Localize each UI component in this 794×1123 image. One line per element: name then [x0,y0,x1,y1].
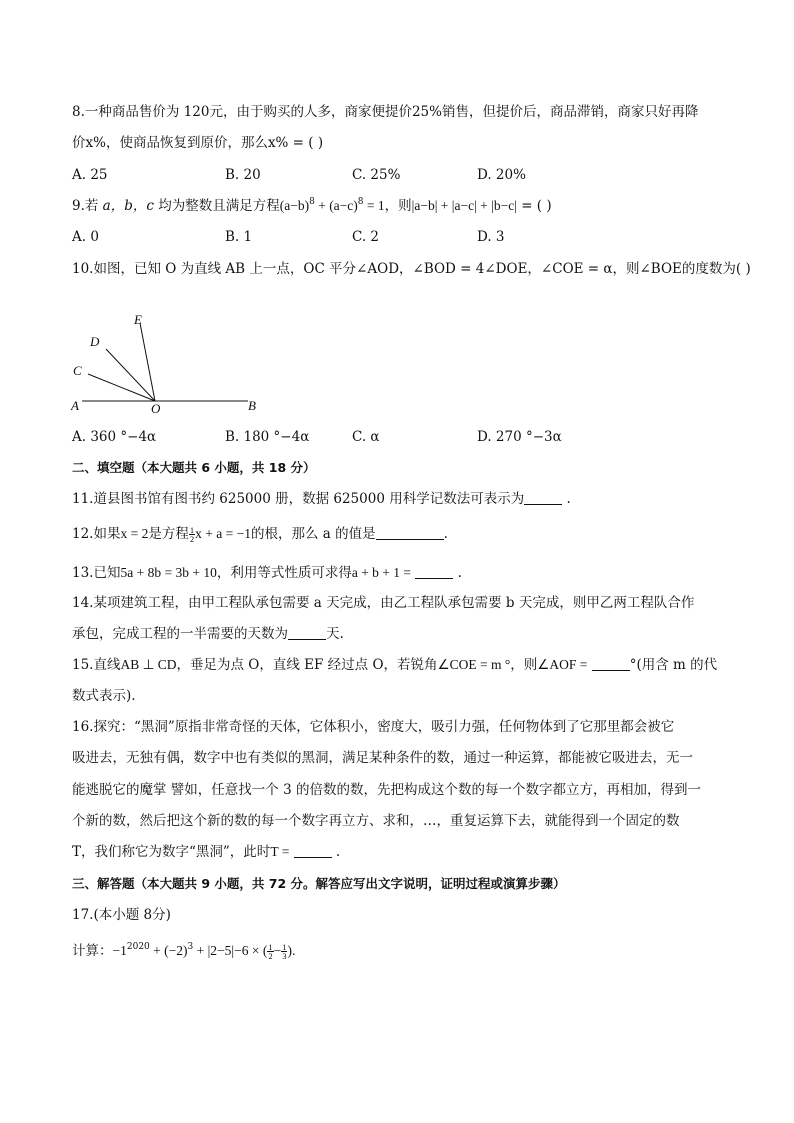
q12-eq2: x + a = −1 [195,526,251,541]
q14-line2 [72,625,344,643]
q9-vars: a，b，c [102,198,154,214]
q16-line5: T，我们称它为数字“黑洞”，此时T = . [72,844,341,860]
q13-blank[interactable] [415,565,453,579]
q15-eq3: ∠AOF = [537,657,588,672]
q14-line2a: 承包，完成工程的一半需要的天数为 [72,626,288,642]
label-e: E [134,312,142,327]
q16-blank[interactable] [294,844,332,858]
q8-option-b[interactable]: B. 20 [225,167,261,183]
q9-eq3: = 1，则 [363,198,412,213]
q9-eq4: |a−b| + |a−c| + |b−c| [411,198,517,213]
q15-tail: °(用含 m 的代 [629,657,718,673]
q17-t4: ). [287,943,296,958]
section-2-heading: 二、填空题（本大题共 6 小题，共 18 分） [72,460,316,475]
q17-exp2: 3 [187,942,194,952]
q13-pre: 13.已知 [72,565,121,581]
q9-line [72,197,552,215]
q8-option-c[interactable]: C. 25% [352,167,401,183]
q17-t2: + (−2) [149,943,188,958]
q14-line1: 14.某项建筑工程，由甲工程队承包需要 a 天完成，由乙工程队承包需要 b 天完成，则甲乙两工程队合作 [72,595,695,611]
q16-line5a: T，我们称它为数字“黑洞”，此时 [72,844,271,860]
q17-t1: −1 [112,943,127,958]
q9-option-b[interactable]: B. 1 [225,229,253,245]
label-o: O [151,401,161,416]
q11-line: 11.道县图书馆有图书约 625000 册，数据 625000 用科学记数法可表示为 . [72,491,571,507]
q17-frac1-num: 1 [268,942,273,952]
q16-line3: 能逃脱它的魔掌 譬如，任意找一个 3 的倍数的数，先把构成这个数的每一个数字都立方，再相加，得到一 [72,782,701,798]
q13-eq: 5a + 8b = 3b + 10 [120,565,217,580]
q13-eq2: a + b + 1 = [351,565,412,580]
q10-options [72,428,722,446]
q16-line4: 个新的数，然后把这个新的数的每一个数字再立方、求和，…，重复运算下去，就能得到一个固定的数 [72,813,680,829]
q15-blank[interactable] [592,657,630,671]
q17-frac2-num: 1 [282,942,287,952]
q9-exp1: 8 [309,197,315,207]
q10-text: 10.如图，已知 O 为直线 AB 上一点，OC 平分∠AOD，∠BOD = 4∠DOE，∠COE = α，则∠BOE的度数为( ) [72,261,751,277]
q17-frac1-den: 2 [268,951,273,961]
ray-oe [140,323,155,401]
q11-text: 11.道县图书馆有图书约 625000 册，数据 625000 用科学记数法可表示为 [72,491,525,507]
q9-exp2: 8 [357,197,364,207]
q9-mid: 均为整数且满足方程 [153,198,280,214]
q9-option-d[interactable]: D. 3 [477,229,505,245]
label-d: D [90,334,100,349]
q12-pre: 12.如果 [72,526,121,542]
section-3-heading: 三、解答题（本大题共 9 小题，共 72 分。解答应写出文字说明，证明过程或演算步骤） [72,876,566,891]
q12-frac-den: 2 [189,534,195,544]
q17-t3: + |2−5|−6 × ( [193,943,268,958]
q8-option-d[interactable]: D. 20% [477,167,526,183]
q16-line1: 16.探究：“黑洞”原指非常奇怪的天体，它体积小，密度大，吸引力强，任何物体到了它那里都会被它 [72,719,675,735]
q14-line2b: 天. [326,626,344,642]
q10-figure [60,305,280,420]
q14-blank[interactable] [288,626,326,640]
q10-option-d[interactable]: D. 270 °−3α [477,429,562,445]
q12-tail: 的根，那么 a 的值是 [250,526,376,542]
q13-mid: ，利用等式性质可求得 [216,565,352,581]
q9-pre: 9.若 [72,198,103,214]
q12-line: 12.如果x = 2是方程 $\frac{1}{2}$ x + a = −1的根，那么 a 的值是 . [72,525,448,544]
q15-eq2: ∠COE = m ° [437,657,511,672]
q17-expression [72,942,295,960]
q12-mid: 是方程 [148,526,189,542]
q9-options [72,228,722,246]
q17-frac2-den: 3 [282,951,287,961]
q17-pre: 计算： [72,943,113,959]
q10-option-c[interactable]: C. α [352,429,380,445]
q15-pre: 15.直线 [72,657,121,673]
q9-option-a[interactable]: A. 0 [72,229,99,245]
q15-mid2: ，则 [510,657,538,673]
q15-line2: 数式表示). [72,688,136,704]
q8-line2: 价x%，使商品恢复到原价，那么x% = ( ) [72,135,324,151]
q9-eq2: + (a−c) [314,198,358,213]
q17-minus: − [273,943,282,958]
label-c: C [73,363,82,378]
q12-frac-num: 1 [189,525,195,535]
q16-line2: 吸进去，无独有偶，数字中也有类似的黑洞，满足某种条件的数，通过一种运算，都能被它吸进去，无一 [72,750,693,766]
q8-line1: 8.一种商品售价为 120元，由于购买的人多，商家便提价25%销售，但提价后，商品滞销，商家只好再降 [72,104,699,120]
label-b: B [248,398,256,413]
label-a: A [71,398,79,413]
q13-line: 13.已知5a + 8b = 3b + 10，利用等式性质可求得a + b + 1 = . [72,565,462,581]
q10-option-a[interactable]: A. 360 °−4α [72,429,157,445]
q15-eq: AB ⊥ CD [120,657,177,672]
ray-od [106,349,155,401]
q8-option-a[interactable]: A. 25 [72,167,108,183]
q9-eq1: (a−b) [279,198,310,213]
q15-mid: ，垂足为点 O，直线 EF 经过点 O，若锐角 [176,657,438,673]
q17-exp1: 2020 [126,942,150,952]
q9-tail: = ( ) [516,198,552,214]
q11-blank[interactable] [524,491,562,505]
q15-line1 [72,656,717,674]
q8-options [72,166,722,184]
q17-title: 17.(本小题 8分) [72,907,171,923]
q9-option-c[interactable]: C. 2 [352,229,380,245]
q12-blank[interactable] [376,526,444,540]
q16-line5b: T = [270,844,290,859]
ray-oc [88,374,155,401]
q12-eq: x = 2 [120,526,149,541]
q10-option-b[interactable]: B. 180 °−4α [225,429,310,445]
